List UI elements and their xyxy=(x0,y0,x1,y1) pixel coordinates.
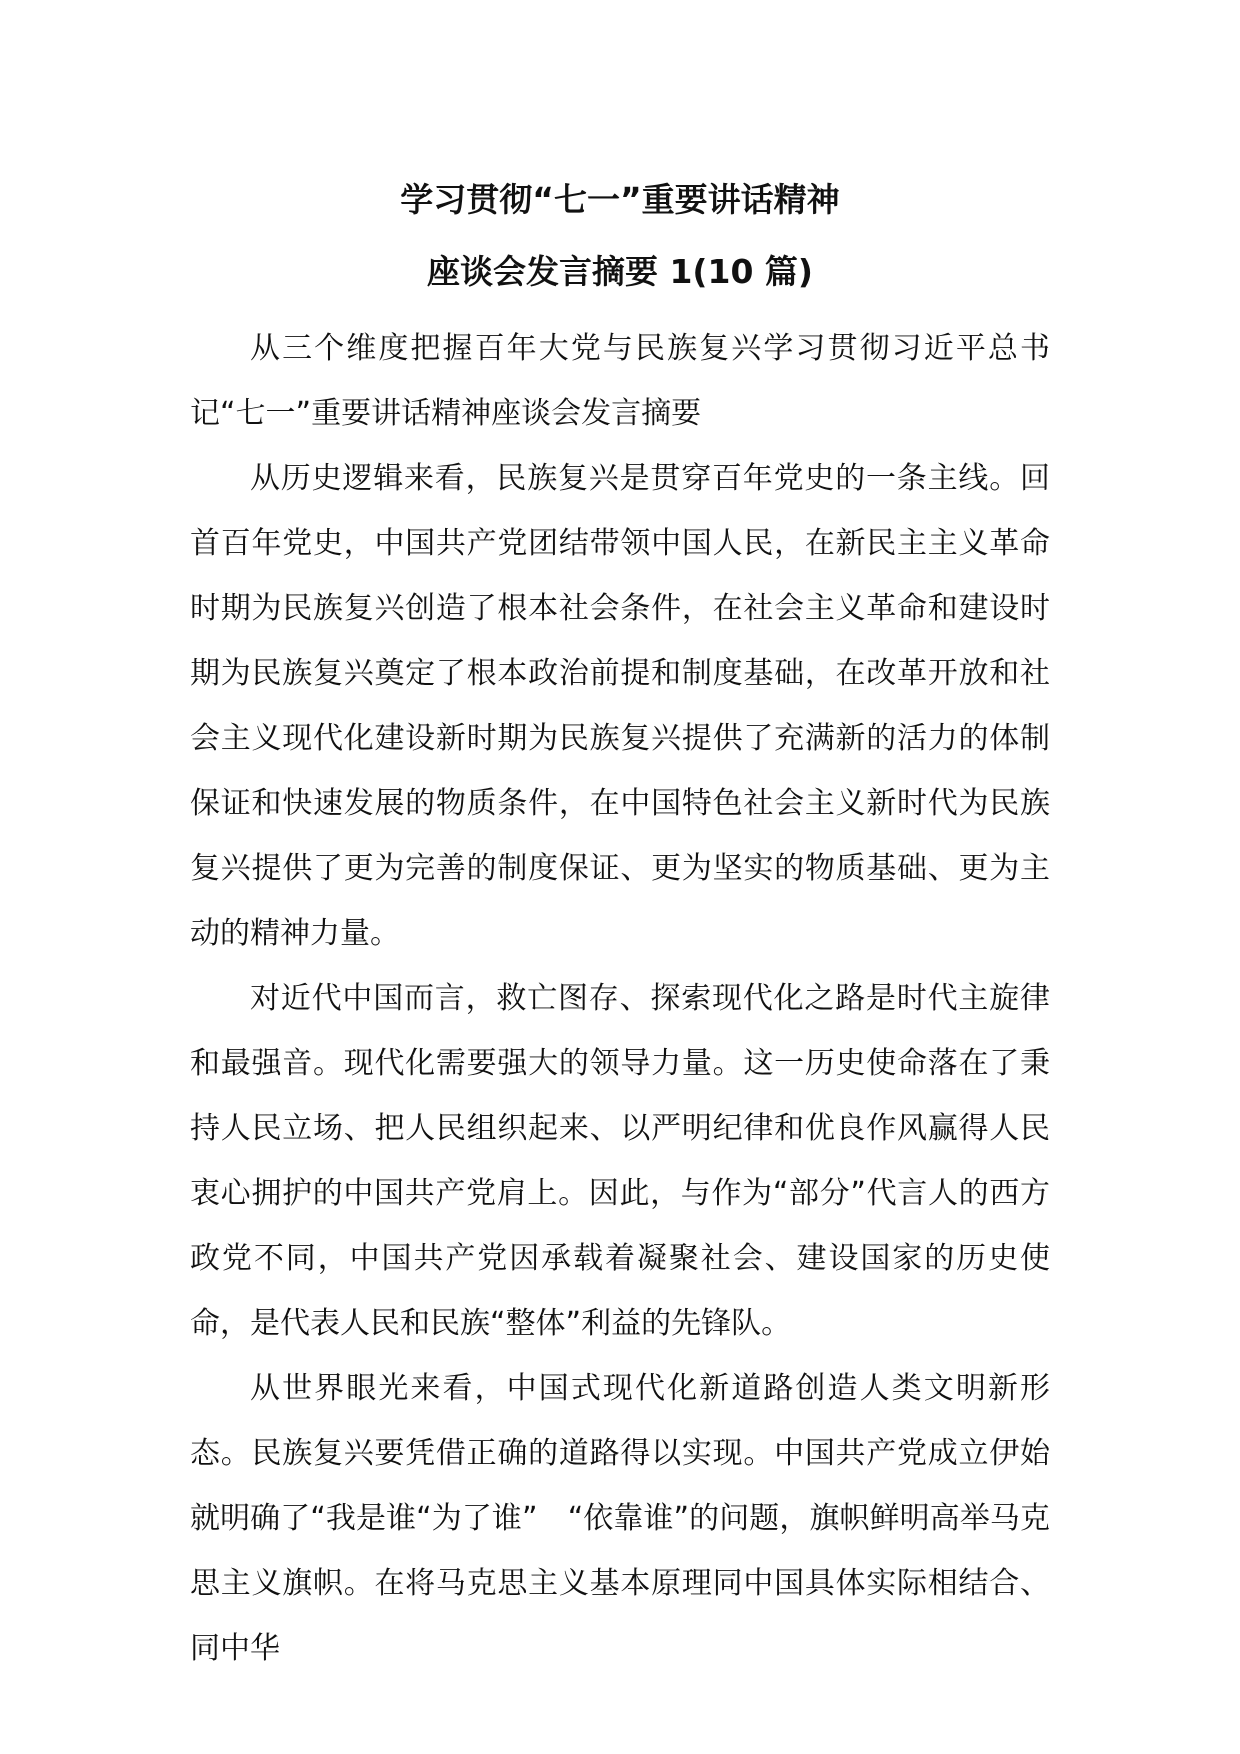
document-title-line-2: 座谈会发言摘要 1(10 篇) xyxy=(426,252,814,291)
body-paragraph-4: 从世界眼光来看，中国式现代化新道路创造人类文明新形态。民族复兴要凭借正确的道路得以实现。中国共产党成立伊始就明确了“我是谁“为了谁” “依靠谁”的问题，旗帜鲜明高举马克思主义旗帜。在将马克思主义基本原理同中国具体实际相结合、同中华 xyxy=(190,1371,1050,1666)
body-paragraph-3: 对近代中国而言，救亡图存、探索现代化之路是时代主旋律和最强音。现代化需要强大的领导力量。这一历史使命落在了秉持人民立场、把人民组织起来、以严明纪律和优良作风赢得人民衷心拥护的中国共产党肩上。因此，与作为“部分”代言人的西方政党不同，中国共产党因承载着凝聚社会、建设国家的历史使命，是代表人民和民族“整体”利益的先锋队。 xyxy=(190,981,1050,1341)
body-paragraph-1: 从三个维度把握百年大党与民族复兴学习贯彻习近平总书记“七一”重要讲话精神座谈会发言摘要 xyxy=(190,331,1050,431)
body-paragraph-2: 从历史逻辑来看，民族复兴是贯穿百年党史的一条主线。回首百年党史，中国共产党团结带领中国人民，在新民主主义革命时期为民族复兴创造了根本社会条件，在社会主义革命和建设时期为民族复兴奠定了根本政治前提和制度基础，在改革开放和社会主义现代化建设新时期为民族复兴提供了充满新的活力的体制保证和快速发展的物质条件，在中国特色社会主义新时代为民族复兴提供了更为完善的制度保证、更为坚实的物质基础、更为主动的精神力量。 xyxy=(190,461,1050,951)
document-title-line-1: 学习贯彻“七一”重要讲话精神 xyxy=(400,180,840,219)
document-body xyxy=(190,316,1050,1681)
